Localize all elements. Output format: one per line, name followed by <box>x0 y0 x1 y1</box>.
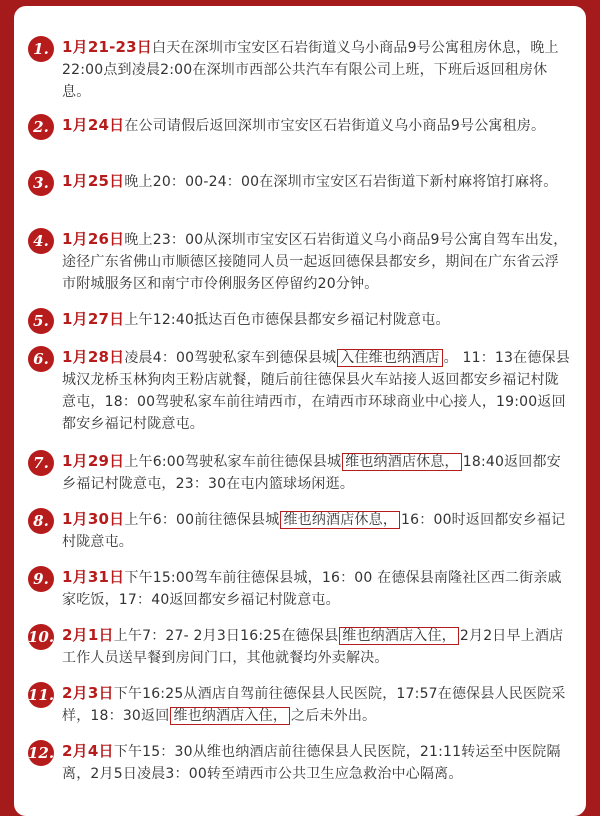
item-date: 1月31日 <box>62 568 125 586</box>
item-date: 1月24日 <box>62 116 125 134</box>
item-date: 1月30日 <box>62 510 125 528</box>
item-number: 5. <box>28 308 54 334</box>
item-detail: 白天在深圳市宝安区石岩街道义乌小商品9号公寓租房休息，晚上22:00点到凌晨2:00在深圳市西部公共汽车有限公司上班，下班后返回租房休息。 <box>62 40 559 100</box>
item-number: 12. <box>28 740 54 766</box>
item-detail: 上午7：27- 2月3日16:25在德保县 <box>113 628 339 644</box>
item-text <box>62 36 572 103</box>
item-detail: 18:40返回都安乡福记村陇意屯，23：30在屯内篮球场闲逛。 <box>62 454 561 492</box>
item-detail: 。 11：13在德保县城汉龙桥玉林狗肉王粉店就餐，随后前往德保县火车站接人返回都安乡福记村陇意屯，18：00驾驶私家车前往靖西市，在靖西市环球商业中心接人，19:00返回都安乡福记村陇意屯。 <box>62 350 570 432</box>
item-text <box>62 170 572 193</box>
item-date: 2月1日 <box>62 626 114 644</box>
item-detail: 晚上20：00-24：00在深圳市宝安区石岩街道下新村麻将馆打麻将。 <box>124 174 558 190</box>
item-text <box>62 450 572 495</box>
item-detail: 下午15：30从维也纳酒店前往德保县人民医院，21:11转运至中医院隔离，2月5日凌晨3：00转至靖西市公共卫生应急救治中心隔离。 <box>62 744 561 782</box>
item-number: 6. <box>28 346 54 372</box>
item-date: 1月26日 <box>62 230 125 248</box>
item-number: 2. <box>28 114 54 140</box>
hotel-highlight: 维也纳酒店休息， <box>280 511 400 529</box>
item-text <box>62 346 572 435</box>
hotel-highlight: 维也纳酒店休息， <box>342 453 462 471</box>
item-text <box>62 114 572 137</box>
item-number: 9. <box>28 566 54 592</box>
item-date: 1月29日 <box>62 452 125 470</box>
item-date: 1月28日 <box>62 348 125 366</box>
item-text <box>62 624 572 669</box>
item-detail: 晚上23：00从深圳市宝安区石岩街道义乌小商品9号公寓自驾车出发，途径广东省佛山市顺德区接随同人员一起返回德保县都安乡，期间在广东省云浮市附城服务区和南宁市伶俐服务区停留约20分钟。 <box>62 232 568 292</box>
itinerary-card <box>14 6 586 816</box>
item-text <box>62 308 572 331</box>
item-text <box>62 228 572 295</box>
item-number: 3. <box>28 170 54 196</box>
item-detail: 上午6：00前往德保县城 <box>124 512 280 528</box>
item-number: 4. <box>28 228 54 254</box>
item-text <box>62 740 572 785</box>
item-detail: 上午6:00驾驶私家车前往德保县城 <box>124 454 342 470</box>
item-date: 1月27日 <box>62 310 125 328</box>
item-detail: 在公司请假后返回深圳市宝安区石岩街道义乌小商品9号公寓租房。 <box>124 118 546 134</box>
item-detail: 凌晨4：00驾驶私家车到德保县城 <box>124 350 337 366</box>
item-number: 7. <box>28 450 54 476</box>
item-detail: 之后未外出。 <box>291 708 377 724</box>
item-date: 2月4日 <box>62 742 114 760</box>
item-number: 11. <box>28 682 54 708</box>
item-number: 8. <box>28 508 54 534</box>
item-detail: 下午16:25从酒店自驾前往德保县人民医院，17:57在德保县人民医院采样，18：30返回 <box>62 686 566 724</box>
item-text <box>62 566 572 611</box>
item-date: 1月25日 <box>62 172 125 190</box>
item-date: 1月21-23日 <box>62 38 153 56</box>
item-text <box>62 508 572 553</box>
item-number: 1. <box>28 36 54 62</box>
item-detail: 16：00时返回都安乡福记村陇意屯。 <box>62 512 566 550</box>
hotel-highlight: 维也纳酒店入住， <box>170 707 290 725</box>
item-detail: 下午15:00驾车前往德保县城，16：00 在德保县南隆社区西二街亲戚家吃饭，17：40返回都安乡福记村陇意屯。 <box>62 570 562 608</box>
item-text <box>62 682 572 727</box>
hotel-highlight: 入住维也纳酒店 <box>337 349 442 367</box>
item-detail: 2月2日早上酒店工作人员送早餐到房间门口，其他就餐均外卖解决。 <box>62 628 564 666</box>
hotel-highlight: 维也纳酒店入住， <box>339 627 459 645</box>
item-number: 10. <box>28 624 54 650</box>
item-date: 2月3日 <box>62 684 114 702</box>
item-detail: 上午12:40抵达百色市德保县都安乡福记村陇意屯。 <box>124 312 450 328</box>
